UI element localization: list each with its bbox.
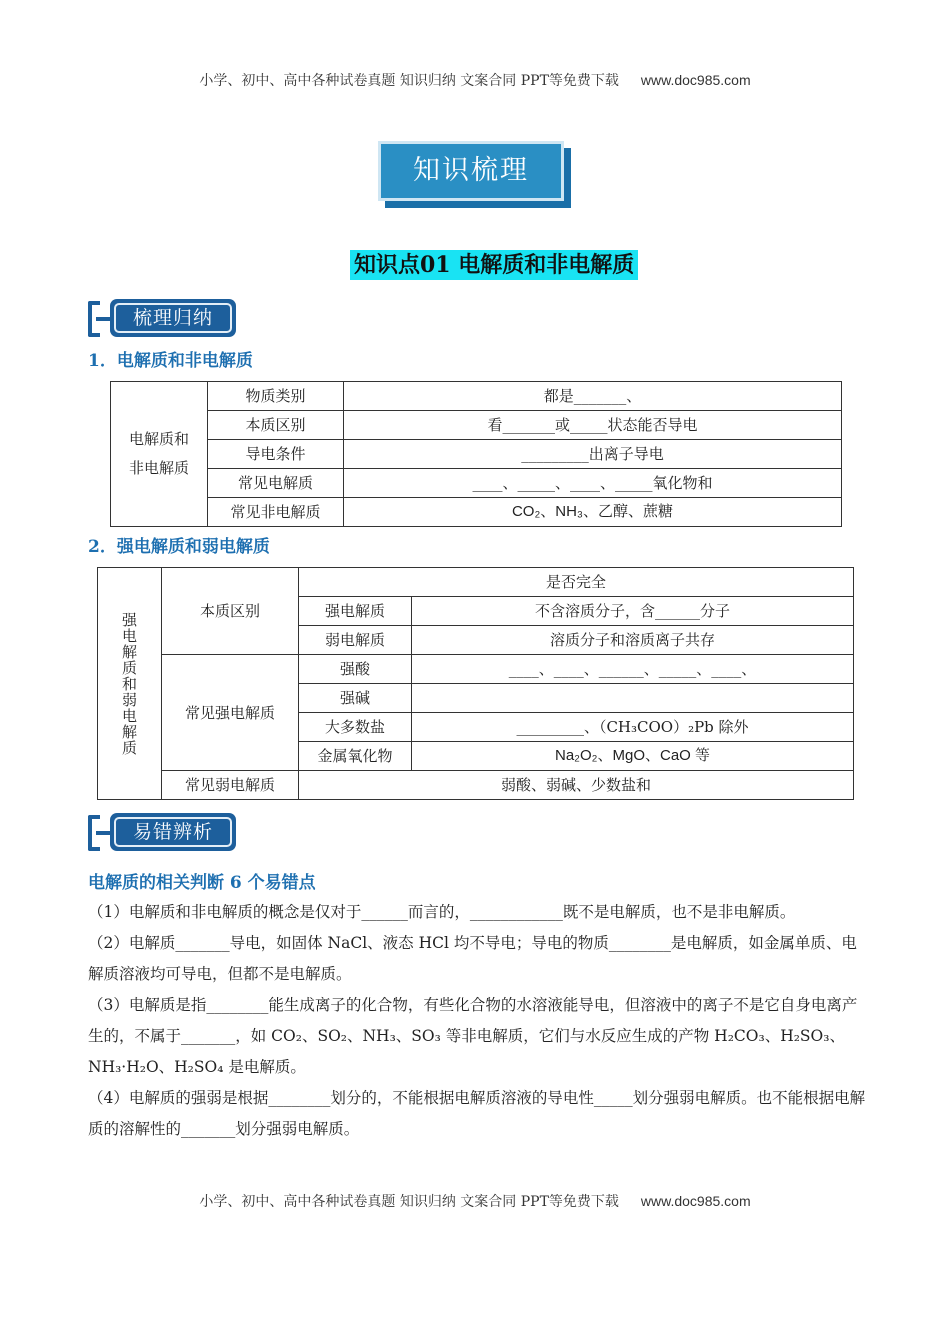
row-value: ____、_____、____、_____氧化物和 — [344, 469, 842, 498]
oxide-label: 金属氧化物 — [299, 742, 412, 771]
essence-label: 本质区别 — [162, 568, 299, 655]
row-value: 看_______或_____状态能否导电 — [344, 411, 842, 440]
mistakes-title: 电解质的相关判断 6 个易错点 — [88, 873, 316, 893]
weak-value: 溶质分子和溶质离子共存 — [412, 626, 854, 655]
acid-label: 强酸 — [299, 655, 412, 684]
row-value: CO₂、NH₃、乙醇、蔗糖 — [344, 498, 842, 527]
base-value — [412, 684, 854, 713]
table-row — [111, 411, 842, 440]
footer-text: 小学、初中、高中各种试卷真题 知识归纳 文案合同 PPT等免费下载 — [199, 1194, 619, 1210]
row-label: 导电条件 — [208, 440, 344, 469]
row-label: 常见电解质 — [208, 469, 344, 498]
banner-title: 知识梳理 — [378, 141, 564, 201]
list-item: （3）电解质是指________能生成离子的化合物，有些化合物的水溶液能导电，但溶液中的离子不是它自身电离产生的，不属于_______，如 CO₂、SO₂、NH₃、SO₃ 等非电解质，它们与水反应生成的产物 H₂CO₃、H₂SO₃、NH₃·H₂O、H₂SO₄ 是电解质。 — [88, 996, 858, 1076]
mistakes-list — [88, 897, 868, 1145]
page-footer — [0, 1191, 950, 1211]
list-item: （4）电解质的强弱是根据________划分的，不能根据电解质溶液的导电性_____划分强弱电解质。也不能根据电解质的溶解性的_______划分强弱电解质。 — [88, 1089, 866, 1138]
section1-group-label: 电解质和非电解质 — [128, 430, 189, 477]
section2-side-cell — [98, 568, 162, 800]
table-row — [98, 568, 854, 597]
salt-label: 大多数盐 — [299, 713, 412, 742]
header-text: 小学、初中、高中各种试卷真题 知识归纳 文案合同 PPT等免费下载 — [199, 73, 619, 89]
knowledge-point-title: 知识点01 电解质和非电解质 — [350, 250, 638, 280]
section1-table — [110, 381, 842, 527]
section1-title: 1．电解质和非电解质 — [88, 351, 253, 371]
weak-label: 弱电解质 — [299, 626, 412, 655]
header-site-link[interactable]: www.doc985.com — [640, 72, 751, 88]
summary-tag — [88, 299, 238, 339]
table-row — [98, 771, 854, 800]
row-label: 物质类别 — [208, 382, 344, 411]
section1-group-cell — [111, 382, 208, 527]
row-value: _________出离子导电 — [344, 440, 842, 469]
table-row — [111, 498, 842, 527]
base-label: 强碱 — [299, 684, 412, 713]
mistakes-tag — [88, 813, 238, 853]
section2-table — [97, 567, 854, 800]
list-item: （2）电解质_______导电，如固体 NaCl、液态 HCl 均不导电；导电的物质________是电解质，如金属单质、电解质溶液均可导电，但都不是电解质。 — [88, 934, 857, 983]
mistakes-tag-label: 易错辨析 — [114, 817, 232, 847]
acid-value: ____、____、______、_____、____、 — [412, 655, 854, 684]
section2-title: 2．强电解质和弱电解质 — [88, 537, 270, 557]
section2-side-label: 强电解质和弱电解质 — [122, 610, 138, 757]
list-item: （1）电解质和非电解质的概念是仅对于______而言的，____________既不是电解质，也不是非电解质。 — [88, 903, 796, 921]
common-strong-label: 常见强电解质 — [162, 655, 299, 771]
common-weak-value: 弱酸、弱碱、少数盐和 — [299, 771, 854, 800]
strong-value: 不含溶质分子，含______分子 — [412, 597, 854, 626]
common-weak-label: 常见弱电解质 — [162, 771, 299, 800]
row-label: 常见非电解质 — [208, 498, 344, 527]
page-header — [0, 70, 950, 90]
table-row — [111, 440, 842, 469]
footer-site-link[interactable]: www.doc985.com — [640, 1193, 751, 1209]
strong-label: 强电解质 — [299, 597, 412, 626]
table-row — [98, 655, 854, 684]
salt-value: _________、（CH₃COO）₂Pb 除外 — [412, 713, 854, 742]
table-row — [111, 469, 842, 498]
table-row — [111, 382, 842, 411]
complete-header: 是否完全 — [299, 568, 854, 597]
row-value: 都是_______、 — [344, 382, 842, 411]
oxide-value: Na₂O₂、MgO、CaO 等 — [412, 742, 854, 771]
summary-tag-label: 梳理归纳 — [114, 303, 232, 333]
row-label: 本质区别 — [208, 411, 344, 440]
